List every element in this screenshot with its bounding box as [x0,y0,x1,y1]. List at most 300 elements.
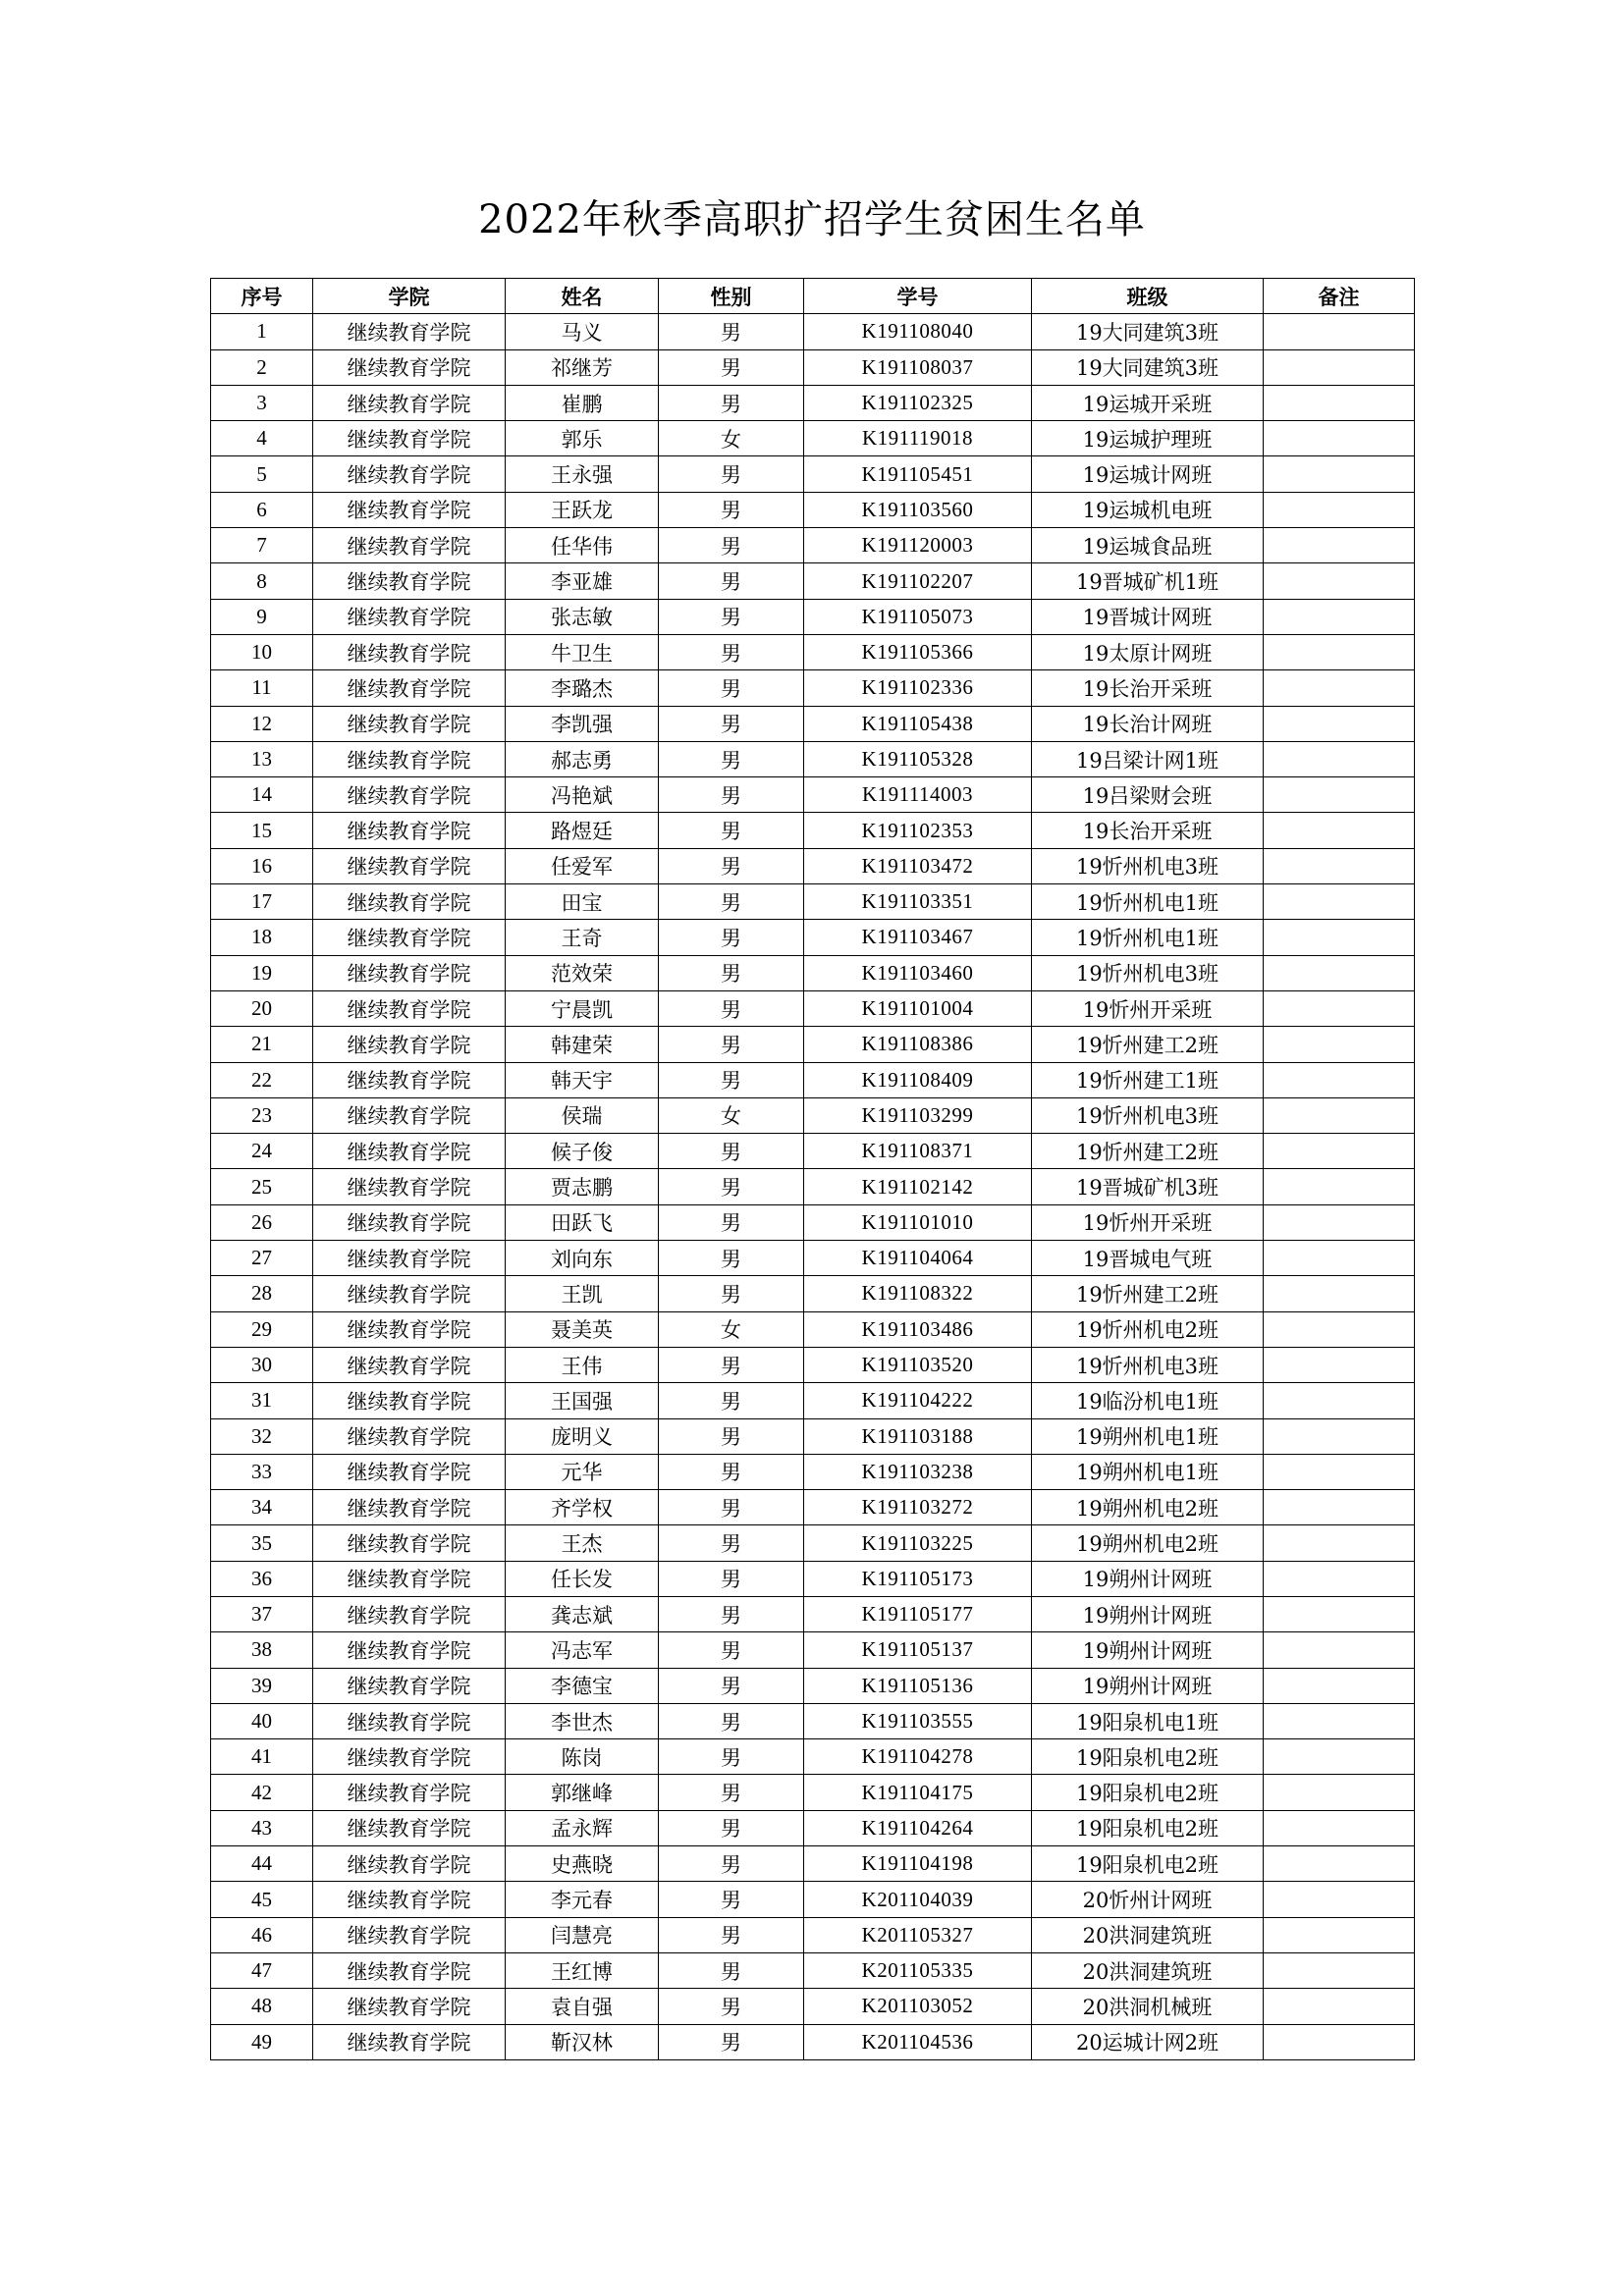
cell-class: 19运城食品班 [1032,528,1264,563]
cell-class: 19朔州计网班 [1032,1668,1264,1703]
cell-student-id: K191104222 [804,1383,1032,1418]
cell-name: 李德宝 [506,1668,659,1703]
header-name: 姓名 [506,279,659,314]
cell-name: 韩建荣 [506,1027,659,1062]
table-row [211,1454,1415,1489]
cell-index: 35 [211,1525,313,1561]
cell-student-id: K191103472 [804,848,1032,883]
cell-college: 继续教育学院 [313,1241,506,1276]
cell-gender: 男 [659,920,804,955]
cell-student-id: K191105073 [804,599,1032,634]
cell-class: 20洪洞建筑班 [1032,1917,1264,1952]
cell-index: 24 [211,1134,313,1169]
cell-class: 19太原计网班 [1032,634,1264,669]
cell-student-id: K201103052 [804,1989,1032,2024]
cell-remarks [1264,634,1415,669]
table-row [211,1276,1415,1311]
cell-remarks [1264,955,1415,990]
cell-name: 任长发 [506,1561,659,1596]
cell-gender: 男 [659,1810,804,1845]
cell-remarks [1264,1952,1415,1988]
cell-gender: 女 [659,1311,804,1347]
cell-class: 19大同建筑3班 [1032,314,1264,349]
cell-index: 13 [211,741,313,776]
table-row [211,1596,1415,1631]
cell-index: 48 [211,1989,313,2024]
cell-student-id: K191103555 [804,1703,1032,1738]
cell-class: 19朔州机电2班 [1032,1490,1264,1525]
cell-student-id: K191102325 [804,385,1032,420]
cell-college: 继续教育学院 [313,1668,506,1703]
cell-student-id: K191105173 [804,1561,1032,1596]
cell-index: 29 [211,1311,313,1347]
cell-name: 史燕晓 [506,1846,659,1882]
cell-college: 继续教育学院 [313,1454,506,1489]
table-row [211,1241,1415,1276]
cell-remarks [1264,1561,1415,1596]
cell-student-id: K191105137 [804,1632,1032,1668]
cell-remarks [1264,1632,1415,1668]
cell-name: 牛卫生 [506,634,659,669]
cell-class: 19忻州建工1班 [1032,1062,1264,1097]
cell-student-id: K191108037 [804,349,1032,385]
cell-remarks [1264,599,1415,634]
table-row [211,385,1415,420]
cell-gender: 男 [659,1027,804,1062]
cell-remarks [1264,1775,1415,1810]
cell-gender: 女 [659,421,804,456]
cell-college: 继续教育学院 [313,1097,506,1133]
cell-index: 27 [211,1241,313,1276]
cell-class: 19忻州机电1班 [1032,920,1264,955]
cell-student-id: K191103225 [804,1525,1032,1561]
cell-name: 靳汉林 [506,2024,659,2059]
cell-college: 继续教育学院 [313,599,506,634]
cell-gender: 男 [659,670,804,706]
cell-index: 28 [211,1276,313,1311]
cell-class: 19忻州机电3班 [1032,1097,1264,1133]
cell-name: 庞明义 [506,1418,659,1454]
cell-student-id: K191103272 [804,1490,1032,1525]
cell-name: 崔鹏 [506,385,659,420]
cell-name: 冯志军 [506,1632,659,1668]
cell-name: 王杰 [506,1525,659,1561]
cell-class: 19忻州建工2班 [1032,1134,1264,1169]
table-row [211,1882,1415,1917]
table-row [211,456,1415,492]
cell-gender: 男 [659,955,804,990]
cell-remarks [1264,528,1415,563]
cell-gender: 男 [659,2024,804,2059]
cell-gender: 男 [659,1241,804,1276]
cell-name: 孟永辉 [506,1810,659,1845]
cell-gender: 男 [659,1989,804,2024]
cell-student-id: K191108371 [804,1134,1032,1169]
cell-name: 路煜廷 [506,813,659,848]
cell-index: 8 [211,563,313,599]
cell-name: 祁继芳 [506,349,659,385]
cell-college: 继续教育学院 [313,777,506,813]
table-row [211,1383,1415,1418]
cell-class: 19忻州开采班 [1032,1204,1264,1240]
cell-college: 继续教育学院 [313,1276,506,1311]
cell-name: 郭乐 [506,421,659,456]
cell-college: 继续教育学院 [313,1703,506,1738]
cell-index: 33 [211,1454,313,1489]
cell-class: 20洪洞机械班 [1032,1989,1264,2024]
table-header-row [211,279,1415,314]
table-row [211,920,1415,955]
cell-gender: 男 [659,1383,804,1418]
cell-index: 18 [211,920,313,955]
table-row [211,1917,1415,1952]
cell-college: 继续教育学院 [313,1418,506,1454]
cell-remarks [1264,884,1415,920]
cell-class: 19长治计网班 [1032,706,1264,741]
cell-class: 19长治开采班 [1032,813,1264,848]
cell-index: 39 [211,1668,313,1703]
cell-class: 19忻州机电3班 [1032,848,1264,883]
cell-college: 继续教育学院 [313,1561,506,1596]
cell-gender: 男 [659,492,804,527]
cell-remarks [1264,848,1415,883]
cell-college: 继续教育学院 [313,421,506,456]
cell-college: 继续教育学院 [313,1596,506,1631]
cell-college: 继续教育学院 [313,1525,506,1561]
header-gender: 性别 [659,279,804,314]
cell-student-id: K191104064 [804,1241,1032,1276]
cell-student-id: K201105335 [804,1952,1032,1988]
cell-college: 继续教育学院 [313,456,506,492]
cell-remarks [1264,741,1415,776]
cell-index: 4 [211,421,313,456]
cell-gender: 男 [659,1703,804,1738]
table-body [211,314,1415,2060]
cell-index: 34 [211,1490,313,1525]
cell-remarks [1264,1846,1415,1882]
header-index: 序号 [211,279,313,314]
cell-name: 郭继峰 [506,1775,659,1810]
cell-gender: 男 [659,528,804,563]
cell-index: 14 [211,777,313,813]
cell-name: 李璐杰 [506,670,659,706]
cell-student-id: K191105177 [804,1596,1032,1631]
cell-student-id: K191103560 [804,492,1032,527]
cell-gender: 男 [659,1490,804,1525]
table-row [211,813,1415,848]
cell-gender: 男 [659,1596,804,1631]
cell-remarks [1264,1062,1415,1097]
cell-name: 任华伟 [506,528,659,563]
cell-index: 30 [211,1347,313,1382]
cell-student-id: K191101010 [804,1204,1032,1240]
cell-index: 25 [211,1169,313,1204]
header-class: 班级 [1032,279,1264,314]
cell-gender: 男 [659,1347,804,1382]
cell-index: 43 [211,1810,313,1845]
cell-name: 王跃龙 [506,492,659,527]
cell-gender: 男 [659,1739,804,1775]
cell-class: 19忻州机电2班 [1032,1311,1264,1347]
cell-name: 刘向东 [506,1241,659,1276]
cell-index: 11 [211,670,313,706]
cell-college: 继续教育学院 [313,1134,506,1169]
cell-class: 19晋城计网班 [1032,599,1264,634]
cell-gender: 男 [659,599,804,634]
cell-index: 6 [211,492,313,527]
cell-name: 王永强 [506,456,659,492]
cell-index: 10 [211,634,313,669]
cell-remarks [1264,1204,1415,1240]
cell-student-id: K191119018 [804,421,1032,456]
table-row [211,1775,1415,1810]
cell-college: 继续教育学院 [313,1775,506,1810]
cell-student-id: K191103486 [804,1311,1032,1347]
cell-remarks [1264,1276,1415,1311]
cell-index: 49 [211,2024,313,2059]
cell-student-id: K191105136 [804,1668,1032,1703]
cell-remarks [1264,1097,1415,1133]
cell-college: 继续教育学院 [313,1846,506,1882]
table-row [211,1134,1415,1169]
cell-remarks [1264,670,1415,706]
cell-gender: 男 [659,1169,804,1204]
cell-gender: 男 [659,1418,804,1454]
cell-remarks [1264,706,1415,741]
cell-index: 2 [211,349,313,385]
cell-name: 李元春 [506,1882,659,1917]
cell-name: 贾志鹏 [506,1169,659,1204]
cell-college: 继续教育学院 [313,1347,506,1382]
table-row [211,1561,1415,1596]
cell-class: 19运城机电班 [1032,492,1264,527]
cell-student-id: K191103299 [804,1097,1032,1133]
cell-remarks [1264,456,1415,492]
cell-remarks [1264,920,1415,955]
cell-class: 19忻州开采班 [1032,990,1264,1026]
cell-gender: 男 [659,1062,804,1097]
cell-student-id: K191102353 [804,813,1032,848]
cell-remarks [1264,1027,1415,1062]
cell-student-id: K191108322 [804,1276,1032,1311]
cell-name: 元华 [506,1454,659,1489]
cell-college: 继续教育学院 [313,1169,506,1204]
cell-gender: 男 [659,1952,804,1988]
cell-gender: 男 [659,1204,804,1240]
cell-college: 继续教育学院 [313,528,506,563]
cell-student-id: K201105327 [804,1917,1032,1952]
cell-name: 冯艳斌 [506,777,659,813]
cell-college: 继续教育学院 [313,563,506,599]
table-row [211,1347,1415,1382]
cell-class: 19忻州建工2班 [1032,1027,1264,1062]
cell-student-id: K191108409 [804,1062,1032,1097]
cell-college: 继续教育学院 [313,920,506,955]
cell-class: 19忻州建工2班 [1032,1276,1264,1311]
cell-college: 继续教育学院 [313,955,506,990]
cell-remarks [1264,1703,1415,1738]
cell-name: 宁晨凯 [506,990,659,1026]
cell-college: 继续教育学院 [313,1490,506,1525]
cell-college: 继续教育学院 [313,2024,506,2059]
cell-gender: 男 [659,1134,804,1169]
cell-college: 继续教育学院 [313,1952,506,1988]
cell-remarks [1264,1810,1415,1845]
cell-student-id: K191104264 [804,1810,1032,1845]
cell-student-id: K201104039 [804,1882,1032,1917]
table-row [211,990,1415,1026]
cell-remarks [1264,777,1415,813]
cell-gender: 男 [659,848,804,883]
cell-student-id: K191103467 [804,920,1032,955]
header-student-id: 学号 [804,279,1032,314]
cell-remarks [1264,492,1415,527]
cell-remarks [1264,314,1415,349]
cell-college: 继续教育学院 [313,670,506,706]
cell-student-id: K191103520 [804,1347,1032,1382]
cell-name: 王红博 [506,1952,659,1988]
cell-name: 陈岗 [506,1739,659,1775]
cell-college: 继续教育学院 [313,634,506,669]
cell-college: 继续教育学院 [313,1810,506,1845]
cell-name: 李亚雄 [506,563,659,599]
cell-remarks [1264,1134,1415,1169]
header-remarks: 备注 [1264,279,1415,314]
cell-student-id: K191105438 [804,706,1032,741]
cell-index: 32 [211,1418,313,1454]
cell-index: 15 [211,813,313,848]
cell-class: 19阳泉机电2班 [1032,1775,1264,1810]
table-row [211,528,1415,563]
cell-student-id: K191104175 [804,1775,1032,1810]
cell-college: 继续教育学院 [313,1311,506,1347]
cell-gender: 男 [659,1775,804,1810]
cell-index: 36 [211,1561,313,1596]
cell-remarks [1264,1311,1415,1347]
cell-college: 继续教育学院 [313,1917,506,1952]
cell-student-id: K191102336 [804,670,1032,706]
cell-index: 3 [211,385,313,420]
cell-student-id: K191105328 [804,741,1032,776]
cell-class: 19吕梁计网1班 [1032,741,1264,776]
cell-gender: 男 [659,990,804,1026]
cell-name: 任爱军 [506,848,659,883]
cell-class: 19阳泉机电2班 [1032,1810,1264,1845]
cell-class: 19朔州机电1班 [1032,1454,1264,1489]
cell-remarks [1264,1917,1415,1952]
cell-class: 19运城开采班 [1032,385,1264,420]
cell-class: 19朔州机电1班 [1032,1418,1264,1454]
cell-remarks [1264,1383,1415,1418]
table-row [211,1989,1415,2024]
cell-index: 21 [211,1027,313,1062]
cell-remarks [1264,1418,1415,1454]
cell-index: 19 [211,955,313,990]
cell-class: 20忻州计网班 [1032,1882,1264,1917]
page-title: 2022年秋季高职扩招学生贫困生名单 [478,197,1146,242]
cell-class: 20运城计网2班 [1032,2024,1264,2059]
header-college: 学院 [313,279,506,314]
table-row [211,2024,1415,2059]
cell-class: 19晋城矿机1班 [1032,563,1264,599]
cell-college: 继续教育学院 [313,1383,506,1418]
cell-gender: 男 [659,456,804,492]
table-row [211,1739,1415,1775]
cell-college: 继续教育学院 [313,1062,506,1097]
table-row [211,421,1415,456]
table-row [211,955,1415,990]
cell-student-id: K191120003 [804,528,1032,563]
table-row [211,492,1415,527]
cell-gender: 男 [659,1917,804,1952]
cell-name: 王奇 [506,920,659,955]
cell-name: 王凯 [506,1276,659,1311]
cell-index: 31 [211,1383,313,1418]
cell-gender: 男 [659,1454,804,1489]
cell-remarks [1264,2024,1415,2059]
cell-name: 聂美英 [506,1311,659,1347]
table-row [211,1311,1415,1347]
table-row [211,1952,1415,1988]
cell-name: 候子俊 [506,1134,659,1169]
cell-student-id: K191105451 [804,456,1032,492]
cell-gender: 男 [659,1882,804,1917]
cell-index: 23 [211,1097,313,1133]
cell-gender: 男 [659,563,804,599]
cell-index: 42 [211,1775,313,1810]
cell-college: 继续教育学院 [313,884,506,920]
cell-remarks [1264,1241,1415,1276]
cell-index: 38 [211,1632,313,1668]
cell-index: 17 [211,884,313,920]
cell-class: 19运城计网班 [1032,456,1264,492]
cell-gender: 男 [659,1632,804,1668]
cell-class: 19阳泉机电1班 [1032,1703,1264,1738]
table-row [211,1632,1415,1668]
cell-index: 47 [211,1952,313,1988]
cell-index: 22 [211,1062,313,1097]
table-row [211,349,1415,385]
cell-student-id: K191108386 [804,1027,1032,1062]
cell-remarks [1264,421,1415,456]
cell-name: 张志敏 [506,599,659,634]
table-row [211,1525,1415,1561]
cell-student-id: K191103188 [804,1418,1032,1454]
table-row [211,1703,1415,1738]
cell-college: 继续教育学院 [313,314,506,349]
cell-remarks [1264,1169,1415,1204]
table-row [211,1169,1415,1204]
cell-student-id: K191114003 [804,777,1032,813]
cell-gender: 男 [659,706,804,741]
cell-college: 继续教育学院 [313,349,506,385]
cell-student-id: K191104198 [804,1846,1032,1882]
cell-index: 40 [211,1703,313,1738]
cell-name: 郝志勇 [506,741,659,776]
cell-class: 19朔州机电2班 [1032,1525,1264,1561]
cell-name: 侯瑞 [506,1097,659,1133]
cell-name: 韩天宇 [506,1062,659,1097]
table-row [211,1668,1415,1703]
cell-class: 19朔州计网班 [1032,1561,1264,1596]
cell-gender: 男 [659,777,804,813]
table-row [211,670,1415,706]
cell-name: 马义 [506,314,659,349]
table-row [211,1418,1415,1454]
cell-index: 26 [211,1204,313,1240]
cell-college: 继续教育学院 [313,990,506,1026]
cell-name: 李凯强 [506,706,659,741]
